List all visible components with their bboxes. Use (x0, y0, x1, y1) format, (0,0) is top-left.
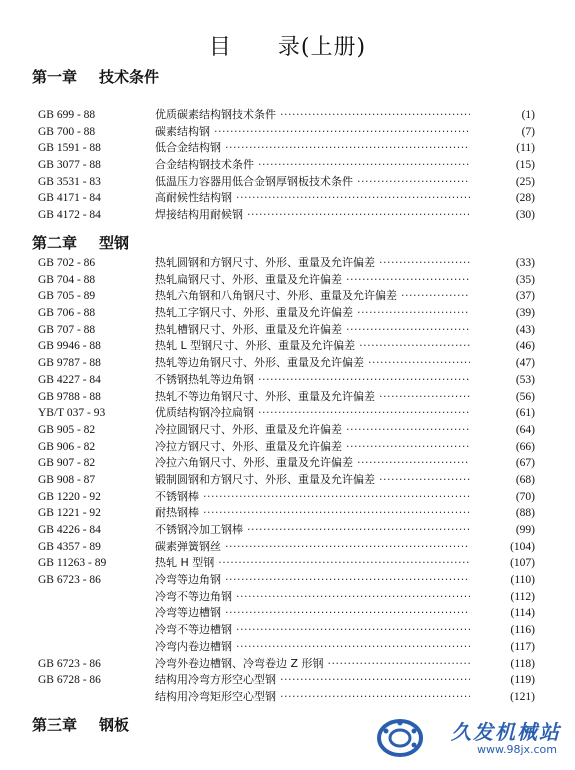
standard-code: GB 707 - 88 (38, 323, 96, 336)
page-number: (53) (515, 373, 535, 386)
entry-title: 热轧不等边角钢尺寸、外形、重量及允许偏差 ····· (155, 389, 470, 406)
entry-title: 热轧等边角钢尺寸、外形、重量及允许偏差 ····· (155, 355, 470, 372)
toc-entry[interactable] (0, 272, 575, 289)
chapter-1-list (0, 107, 575, 224)
toc-entry[interactable] (0, 322, 575, 339)
chapter-name: 型钢 (99, 234, 130, 252)
entry-title: 热轧 L 型钢尺寸、外形、重量及允许偏差 ····· (155, 338, 470, 355)
toc-entry[interactable] (0, 489, 575, 506)
page-number: (88) (515, 507, 535, 520)
entry-title: 优质结构钢冷拉扁钢 ····· (155, 405, 470, 422)
standard-code: GB 3531 - 83 (38, 175, 101, 188)
entry-title: 不锈钢棒 ····· (155, 489, 470, 506)
entry-title: 冷弯等边角钢 ····· (155, 572, 470, 589)
toc-entry[interactable] (0, 656, 575, 673)
toc-entry[interactable] (0, 555, 575, 572)
page-number: (56) (515, 390, 535, 403)
standard-code: GB 704 - 88 (38, 273, 96, 286)
entry-title: 热轧扁钢尺寸、外形、重量及允许偏差 ····· (155, 272, 470, 289)
entry-title: 不锈钢热轧等边角钢 ····· (155, 372, 470, 389)
toc-entry[interactable] (0, 539, 575, 556)
entry-title: 低温压力容器用低合金钢厚钢板技术条件 ····· (155, 174, 470, 191)
page-number: (104) (510, 540, 535, 553)
standard-code: GB 905 - 82 (38, 423, 96, 436)
standard-code: GB 9946 - 88 (38, 340, 101, 353)
toc-entry[interactable] (0, 174, 575, 191)
page-number: (116) (510, 624, 535, 637)
toc-entry[interactable] (0, 355, 575, 372)
page-number: (70) (515, 490, 535, 503)
page-number: (61) (515, 407, 535, 420)
page-number: (46) (515, 340, 535, 353)
toc-entry[interactable] (0, 405, 575, 422)
entry-title: 冷弯等边槽钢 ····· (155, 605, 470, 622)
standard-code: GB 6723 - 86 (38, 574, 101, 587)
page-number: (107) (510, 557, 535, 570)
chapter-number: 第三章 (32, 716, 78, 734)
standard-code: GB 4171 - 84 (38, 192, 101, 205)
entry-title: 热轧工字钢尺寸、外形、重量及允许偏差 ····· (155, 305, 470, 322)
watermark-text: 久发机械站 (451, 720, 561, 744)
entry-title: 冷拉圆钢尺寸、外形、重量及允许偏差 ····· (155, 422, 470, 439)
toc-entry[interactable] (0, 439, 575, 456)
standard-code: GB 1220 - 92 (38, 490, 101, 503)
bearing-logo-icon (377, 718, 423, 758)
entry-title: 焊接结构用耐候钢 ····· (155, 207, 470, 224)
entry-title: 高耐候性结构钢 ····· (155, 190, 470, 207)
toc-entry[interactable] (0, 288, 575, 305)
entry-title: 热轧六角钢和八角钢尺寸、外形、重量及允许偏差 ····· (155, 288, 470, 305)
chapter-name: 技术条件 (99, 68, 160, 86)
toc-entry[interactable] (0, 338, 575, 355)
page-number: (37) (515, 290, 535, 303)
chapter-2-heading (32, 232, 129, 253)
toc-entry[interactable] (0, 124, 575, 141)
standard-code: GB 6723 - 86 (38, 657, 101, 670)
standard-code: YB/T 037 - 93 (38, 407, 106, 420)
standard-code: GB 705 - 89 (38, 290, 96, 303)
page-number: (43) (515, 323, 535, 336)
standard-code: GB 1591 - 88 (38, 142, 101, 155)
entry-title: 不锈钢冷加工钢棒 ····· (155, 522, 470, 539)
toc-entry[interactable] (0, 672, 575, 689)
page-number: (33) (515, 257, 535, 269)
toc-entry[interactable] (0, 639, 575, 656)
standard-code: GB 908 - 87 (38, 473, 96, 486)
standard-code: GB 11263 - 89 (38, 557, 107, 570)
entry-title: 优质碳素结构钢技术条件 ····· (155, 107, 470, 124)
entry-title: 碳素结构钢 ····· (155, 124, 470, 141)
standard-code: GB 699 - 88 (38, 109, 96, 121)
standard-code: GB 9788 - 88 (38, 390, 101, 403)
page-number: (66) (515, 440, 535, 453)
entry-title: 碳素弹簧钢丝 ····· (155, 539, 470, 556)
toc-entry[interactable] (0, 207, 575, 224)
standard-code: GB 706 - 88 (38, 307, 96, 320)
standard-code: GB 9787 - 88 (38, 357, 101, 370)
toc-entry[interactable] (0, 505, 575, 522)
page-number: (25) (515, 175, 535, 188)
entry-title: 冷弯内卷边槽钢 ····· (155, 639, 470, 656)
entry-title: 冷拉方钢尺寸、外形、重量及允许偏差 ····· (155, 439, 470, 456)
page-number: (11) (516, 142, 535, 155)
chapter-3-heading (32, 714, 129, 735)
standard-code: GB 4226 - 84 (38, 524, 101, 536)
page-number: (119) (510, 674, 535, 687)
entry-title: 结构用冷弯矩形空心型钢 ····· (155, 689, 470, 706)
entry-title: 冷拉六角钢尺寸、外形、重量及允许偏差 ····· (155, 455, 470, 472)
toc-entry[interactable] (0, 140, 575, 157)
chapter-number: 第二章 (32, 234, 78, 252)
entry-title: 锻制圆钢和方钢尺寸、外形、重量及允许偏差 ····· (155, 472, 470, 489)
entry-title: 冷弯外卷边槽钢、冷弯卷边 Z 形钢 ····· (155, 656, 470, 673)
page-number: (121) (510, 690, 535, 703)
standard-code: GB 702 - 86 (38, 257, 96, 269)
toc-entry[interactable] (0, 157, 575, 174)
watermark-url: www.98jx.com (476, 743, 557, 756)
page-number: (1) (521, 109, 535, 121)
entry-title: 冷弯不等边角钢 ····· (155, 589, 470, 606)
chapter-2-list (0, 255, 575, 706)
standard-code: GB 700 - 88 (38, 125, 96, 138)
toc-entry[interactable] (0, 107, 575, 124)
page-number: (64) (515, 423, 535, 436)
chapter-1-heading (32, 66, 159, 87)
page-number: (112) (510, 590, 535, 603)
toc-entry[interactable] (0, 689, 575, 706)
page-number: (7) (521, 125, 535, 138)
toc-entry[interactable] (0, 589, 575, 606)
toc-entry[interactable] (0, 422, 575, 439)
page-number: (15) (515, 159, 535, 172)
chapter-name: 钢板 (99, 716, 130, 734)
standard-code: GB 1221 - 92 (38, 507, 101, 520)
standard-code: GB 4172 - 84 (38, 209, 101, 222)
page-number: (99) (515, 524, 535, 536)
toc-entry[interactable] (0, 472, 575, 489)
toc-entry[interactable] (0, 605, 575, 622)
entry-title: 低合金结构钢 ····· (155, 140, 470, 157)
page-number: (117) (510, 640, 535, 653)
standard-code: GB 3077 - 88 (38, 159, 101, 172)
toc-entry[interactable] (0, 190, 575, 207)
page-number: (35) (515, 273, 535, 286)
toc-entry[interactable] (0, 455, 575, 472)
entry-title: 合金结构钢技术条件 ····· (155, 157, 470, 174)
page-number: (30) (515, 209, 535, 222)
watermark (377, 714, 567, 764)
page-number: (39) (515, 307, 535, 320)
page-number: (67) (515, 457, 535, 470)
page-number: (28) (515, 192, 535, 205)
chapter-number: 第一章 (32, 68, 78, 86)
standard-code: GB 4357 - 89 (38, 540, 101, 553)
standard-code: GB 4227 - 84 (38, 373, 101, 386)
entry-title: 结构用冷弯方形空心型钢 ····· (155, 672, 470, 689)
toc-entry[interactable] (0, 305, 575, 322)
page-number: (68) (515, 473, 535, 486)
page-number: (118) (510, 657, 535, 670)
toc-entry[interactable] (0, 572, 575, 589)
page-number: (114) (510, 607, 535, 620)
toc-entry[interactable] (0, 255, 575, 272)
toc-entry[interactable] (0, 389, 575, 406)
toc-entry[interactable] (0, 372, 575, 389)
page-number: (110) (510, 574, 535, 587)
standard-code: GB 906 - 82 (38, 440, 96, 453)
entry-title: 热轧 H 型钢 ····· (155, 555, 470, 572)
entry-title: 耐热钢棒 ····· (155, 505, 470, 522)
entry-title: 热轧槽钢尺寸、外形、重量及允许偏差 ····· (155, 322, 470, 339)
entry-title: 热轧圆钢和方钢尺寸、外形、重量及允许偏差 ····· (155, 255, 470, 272)
toc-entry[interactable] (0, 522, 575, 539)
standard-code: GB 6728 - 86 (38, 674, 101, 687)
page-number: (47) (515, 357, 535, 370)
toc-entry[interactable] (0, 622, 575, 639)
standard-code: GB 907 - 82 (38, 457, 96, 470)
entry-title: 冷弯不等边槽钢 ····· (155, 622, 470, 639)
page-title: 目 录(上册) (208, 35, 367, 60)
